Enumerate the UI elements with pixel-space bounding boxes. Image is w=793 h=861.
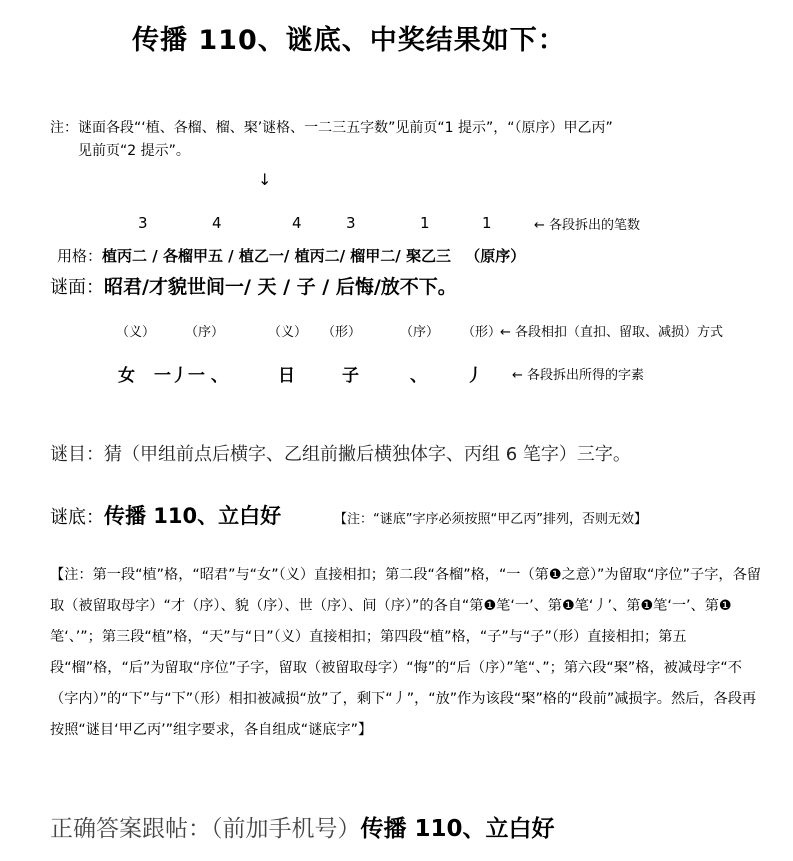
note-first-line: 注：谜面各段“‘植、各榴、榴、棸’谜格、一二三五字数”见前页“1 提示”，“（原序）甲乙丙” [50, 120, 613, 136]
format-order: （原序） [465, 247, 526, 265]
note-second-line: 见前页“2 提示”。 [78, 143, 190, 159]
piece-item: 女 [118, 366, 135, 386]
page-title: 传播 110、谜底、中奖结果如下： [132, 25, 566, 56]
method-item: （形） [322, 325, 362, 340]
piece-note: ← 各段拆出所得的字素 [512, 368, 645, 383]
stroke-count: 1 [420, 214, 430, 232]
method-item: （形） [462, 325, 502, 340]
riddle-answer-note: 【注：“谜底”字序必须按照“甲乙丙”排列，否则无效】 [334, 512, 647, 527]
correct-answer: 传播 110、立白好 [360, 816, 555, 842]
riddle-answer-line [50, 500, 281, 530]
riddle-answer-label: 谜底： [50, 507, 104, 528]
correct-answer-line [50, 810, 555, 843]
stroke-count: 3 [138, 214, 148, 232]
stroke-count: 1 [482, 214, 492, 232]
riddle-answer: 传播 110、立白好 [104, 504, 282, 528]
format-line [57, 245, 525, 266]
riddle-face-line [50, 272, 457, 299]
method-item: （义） [116, 325, 156, 340]
format-segments: 植丙二 / 各榴甲五 / 植乙一/ 植丙二/ 榴甲二/ 棸乙三 [102, 247, 451, 265]
stroke-count: 4 [212, 214, 222, 232]
method-item: （序） [185, 325, 225, 340]
format-label: 用格： [57, 247, 103, 265]
stroke-count: 4 [292, 214, 302, 232]
stroke-count: 3 [346, 214, 356, 232]
piece-item: 一丿一 、 [154, 366, 228, 386]
explanation-paragraph: 【注：第一段“植”格，“昭君”与“女”（义）直接相扣；第二段“各榴”格，“一（第❶之意）”为留取“序位”子字，各留取（被留取母字）“才（序）、貌（序）、世（序）、间（序）”的各自“第❶笔‘一’、第❶笔‘丿’、第❶笔‘一’、第❶笔‘、’”；第三段“植”格，“天”与“日”（义）直接相扣；第四段“植”格，“子”与“子”（形）直接相扣；第五段“榴”格，“后”为留取“序位”子字，留取（被留取母字）“悔”的“后（序）”笔“、”；第六段“棸”格，被减母字“不（字内）”的“下”与“下”（形）相扣被减损“放”了，剩下“丿”，“放”作为该段“棸”格的“段前”减损字。然后，各段再按照“谜目‘甲乙丙’”组字要求，各自组成“谜底字”】 [50, 567, 761, 738]
method-item: （序） [400, 325, 440, 340]
piece-item: 日 [278, 366, 295, 386]
riddle-face-label: 谜面： [50, 277, 104, 298]
stroke-count-note: ← 各段拆出的笔数 [534, 218, 641, 233]
piece-item: 丿 [466, 366, 483, 386]
method-note: ← 各段相扣（直扣、留取、减损）方式 [500, 325, 724, 340]
arrow-down-icon: ↓ [258, 170, 272, 189]
piece-item: 子 [342, 366, 359, 386]
piece-item: 、 [410, 366, 427, 386]
riddle-target-line: 谜目：猜（甲组前点后横字、乙组前撇后横独体字、丙组 6 笔字）三字。 [50, 444, 631, 465]
method-item: （义） [268, 325, 308, 340]
riddle-face-text: 昭君/才貌世间一/ 天 / 子 / 后悔/放不下。 [104, 276, 457, 298]
correct-answer-label: 正确答案跟帖：（前加手机号） [50, 816, 361, 842]
